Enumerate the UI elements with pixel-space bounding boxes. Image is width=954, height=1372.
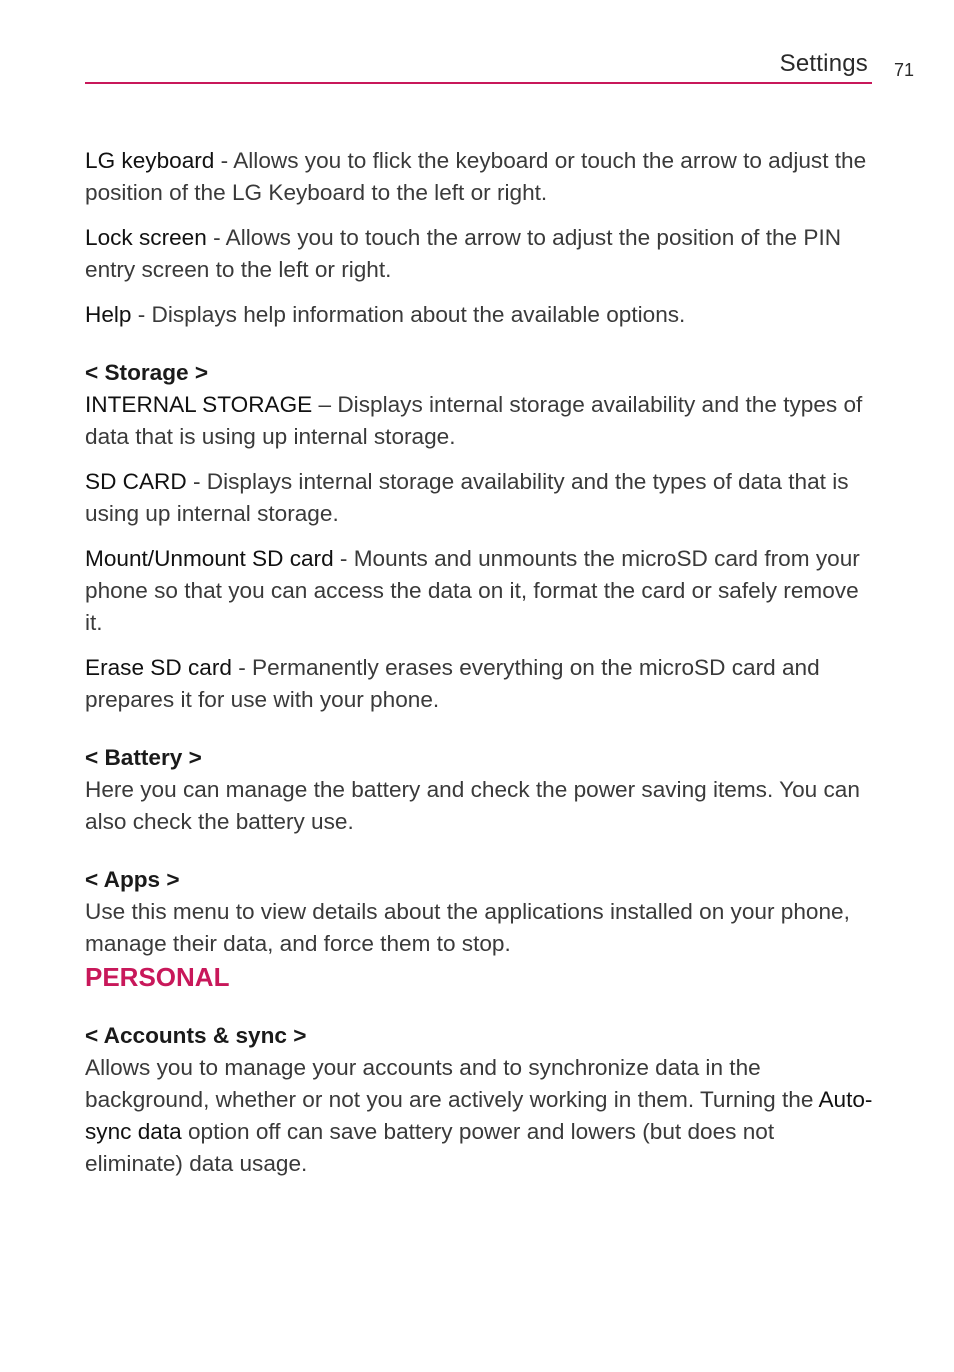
desc-sd-card: - Displays internal storage availability and the types of data that is using up internal storage.	[85, 469, 849, 526]
lock-screen-paragraph	[85, 222, 875, 286]
term-lock-screen: Lock screen	[85, 225, 207, 250]
desc-mount-sd: - Mounts and unmounts the microSD card from your phone so that you can access the data on it, format the card or safely remove it.	[85, 546, 860, 635]
term-lg-keyboard: LG keyboard	[85, 148, 215, 173]
apps-heading: < Apps >	[85, 867, 180, 892]
accounts-sync-heading: < Accounts & sync >	[85, 1023, 307, 1048]
desc-erase-sd: - Permanently erases everything on the microSD card and prepares it for use with your phone.	[85, 655, 820, 712]
internal-storage-paragraph	[85, 389, 875, 453]
desc-lock-screen: - Allows you to touch the arrow to adjust the position of the PIN entry screen to the left or right.	[85, 225, 842, 282]
help-paragraph	[85, 299, 875, 331]
term-mount-sd: Mount/Unmount SD card	[85, 546, 334, 571]
sd-card-paragraph	[85, 466, 875, 530]
term-auto-sync-data: Auto-sync data	[85, 1087, 873, 1144]
page-header	[85, 48, 872, 84]
page-content	[85, 145, 875, 1180]
personal-section-title: PERSONAL	[85, 962, 230, 992]
header-title: Settings	[779, 50, 868, 77]
desc-help: - Displays help information about the available options.	[131, 302, 686, 327]
battery-paragraph: Here you can manage the battery and check the power saving items. You can also check the battery use.	[85, 777, 860, 834]
accounts-text-before: Allows you to manage your accounts and to synchronize data in the background, whether or not you are actively working in them. Turning the	[85, 1055, 819, 1112]
term-erase-sd: Erase SD card	[85, 655, 232, 680]
battery-heading: < Battery >	[85, 745, 202, 770]
accounts-text-after: option off can save battery power and lowers (but does not eliminate) data usage.	[85, 1119, 775, 1176]
accounts-sync-paragraph	[85, 1052, 875, 1180]
mount-sd-paragraph	[85, 543, 875, 639]
lg-keyboard-paragraph	[85, 145, 875, 209]
storage-heading: < Storage >	[85, 360, 209, 385]
page-number: 71	[894, 60, 915, 80]
apps-paragraph: Use this menu to view details about the applications installed on your phone, manage their data, and force them to stop.	[85, 899, 850, 956]
term-sd-card: SD CARD	[85, 469, 187, 494]
erase-sd-paragraph	[85, 652, 875, 716]
desc-lg-keyboard: - Allows you to flick the keyboard or touch the arrow to adjust the position of the LG Keyboard to the left or right.	[85, 148, 867, 205]
desc-internal-storage: – Displays internal storage availability and the types of data that is using up internal storage.	[85, 392, 863, 449]
term-help: Help	[85, 302, 132, 327]
term-internal-storage: INTERNAL STORAGE	[85, 392, 313, 417]
